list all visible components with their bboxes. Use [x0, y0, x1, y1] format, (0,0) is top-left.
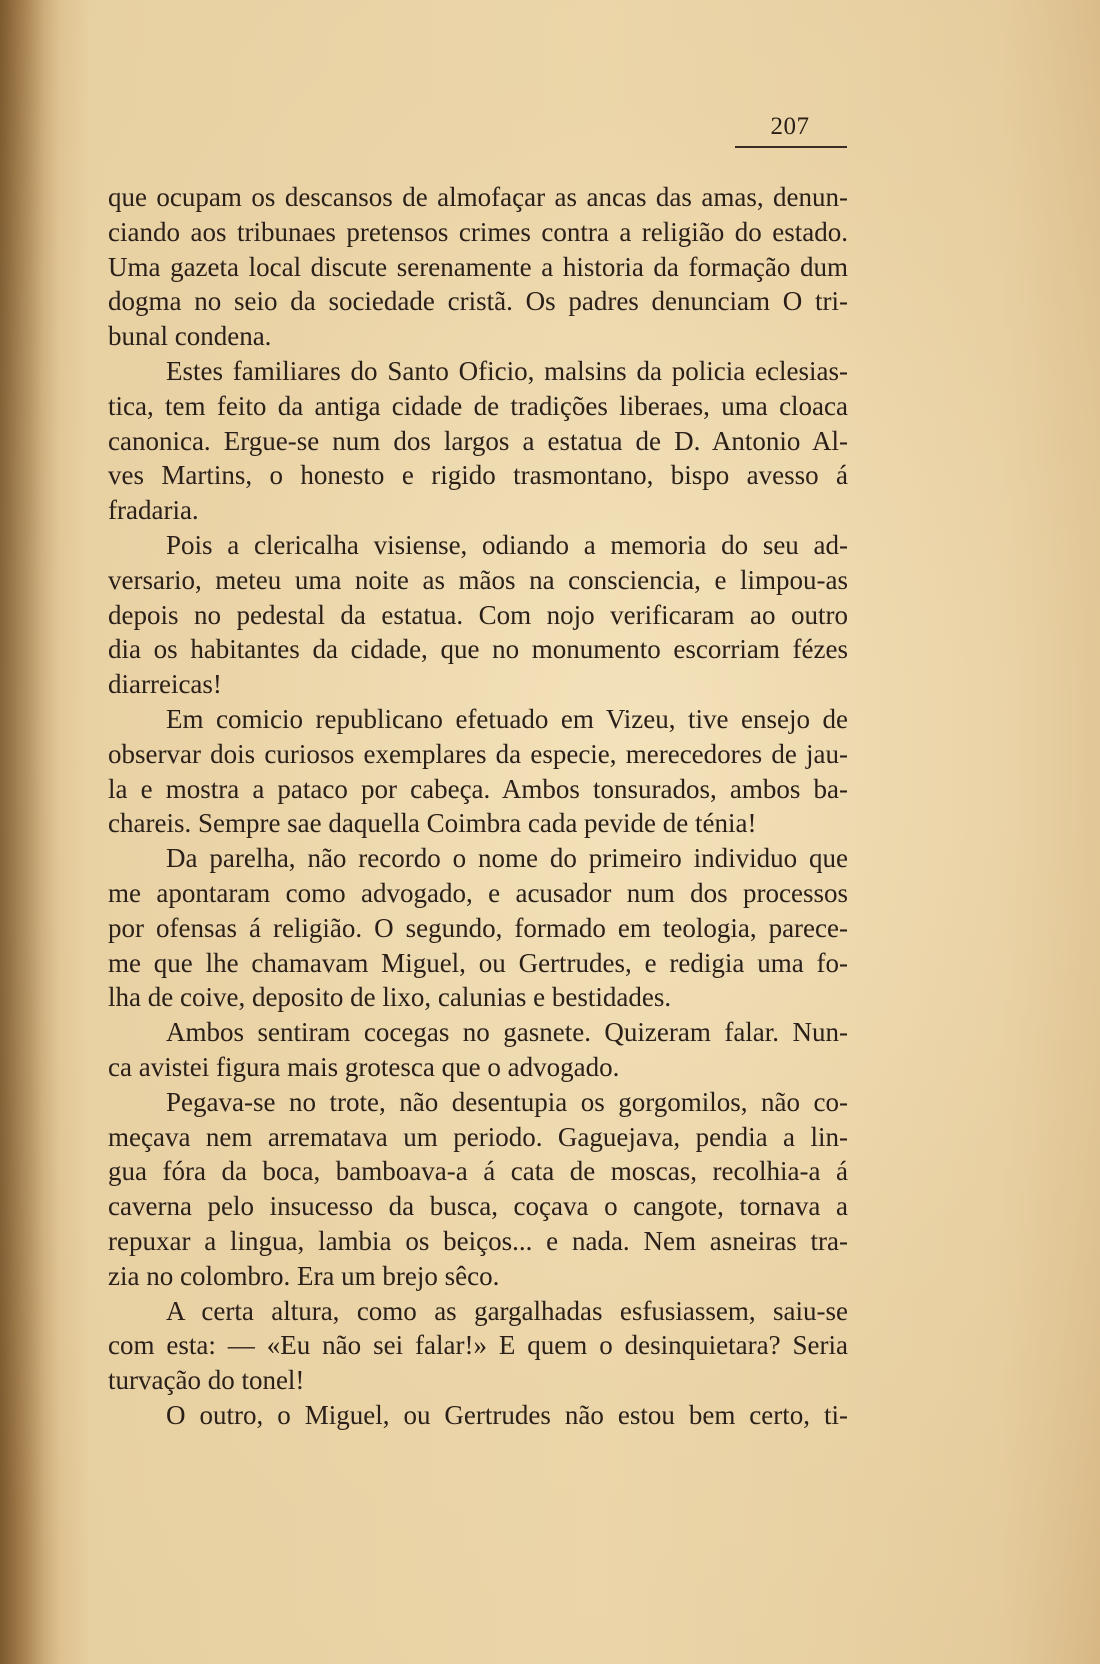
- page-number: 207: [770, 113, 810, 140]
- text-line: ca avistei figura mais grotesca que o advogado.: [108, 1051, 620, 1082]
- text-line: me apontaram como advogado, e acusador num dos processos: [108, 877, 848, 908]
- text-line: observar dois curiosos exemplares da especie, merecedores de jau-: [108, 738, 848, 769]
- text-line: O outro, o Miguel, ou Gertrudes não estou bem certo, ti-: [166, 1399, 848, 1430]
- text-line: ves Martins, o honesto e rigido trasmontano, bispo avesso á: [108, 460, 848, 491]
- text-line: com esta: — «Eu não sei falar!» E quem o desinquietara? Seria: [108, 1330, 848, 1361]
- text-line: chareis. Sempre sae daquella Coimbra cada pevide de ténia!: [108, 808, 757, 839]
- text-line: la e mostra a pataco por cabeça. Ambos tonsurados, ambos ba-: [108, 773, 848, 804]
- text-line: turvação do tonel!: [108, 1365, 305, 1396]
- text-line: dogma no seio da sociedade cristã. Os padres denunciam O tri-: [108, 286, 848, 317]
- text-line: ciando aos tribunaes pretensos crimes contra a religião do estado.: [108, 216, 848, 247]
- text-line: por ofensas á religião. O segundo, formado em teologia, parece-: [108, 912, 848, 943]
- text-line: que ocupam os descansos de almofaçar as ancas das amas, denun-: [108, 182, 848, 212]
- spine-shadow: [0, 0, 60, 1664]
- text-line: Uma gazeta local discute serenamente a historia da formação dum: [108, 251, 848, 282]
- text-line: depois no pedestal da estatua. Com nojo verificaram ao outro: [108, 599, 848, 630]
- text-line: A certa altura, como as gargalhadas esfusiassem, saiu-se: [166, 1295, 848, 1326]
- text-line: versario, meteu uma noite as mãos na consciencia, e limpou-as: [108, 564, 848, 595]
- text-line: diarreicas!: [108, 669, 222, 700]
- text-line: tica, tem feito da antiga cidade de tradições liberaes, uma cloaca: [108, 390, 848, 421]
- text-line: Pegava-se no trote, não desentupia os gorgomilos, não co-: [166, 1086, 848, 1117]
- text-line: me que lhe chamavam Miguel, ou Gertrudes, e redigia uma fo-: [108, 947, 848, 978]
- text-line: gua fóra da boca, bamboava-a á cata de moscas, recolhia-a á: [108, 1156, 848, 1187]
- text-line: meçava nem arrematava um periodo. Gaguejava, pendia a lin-: [108, 1121, 848, 1152]
- text-line: Em comicio republicano efetuado em Vizeu, tive ensejo de: [166, 703, 848, 734]
- text-line: Estes familiares do Santo Oficio, malsins da policia eclesias-: [166, 355, 848, 386]
- text-line: bunal condena.: [108, 321, 272, 352]
- text-line: Pois a clericalha visiense, odiando a memoria do seu ad-: [166, 529, 848, 560]
- text-line: dia os habitantes da cidade, que no monumento escorriam fézes: [108, 634, 848, 665]
- text-line: canonica. Ergue-se num dos largos a estatua de D. Antonio Al-: [108, 425, 848, 456]
- text-line: repuxar a lingua, lambia os beiços... e nada. Nem asneiras tra-: [108, 1225, 848, 1256]
- text-line: fradaria.: [108, 495, 199, 526]
- text-line: Ambos sentiram cocegas no gasnete. Quizeram falar. Nun-: [166, 1017, 848, 1048]
- text-line: lha de coive, deposito de lixo, calunias e bestidades.: [108, 982, 672, 1013]
- text-line: zia no colombro. Era um brejo sêco.: [108, 1260, 500, 1291]
- text-line: Da parelha, não recordo o nome do primeiro individuo que: [166, 843, 848, 874]
- page-number-rule: [735, 146, 847, 148]
- body-text: [108, 180, 848, 1433]
- text-line: caverna pelo insucesso da busca, coçava o cangote, tornava a: [108, 1191, 848, 1222]
